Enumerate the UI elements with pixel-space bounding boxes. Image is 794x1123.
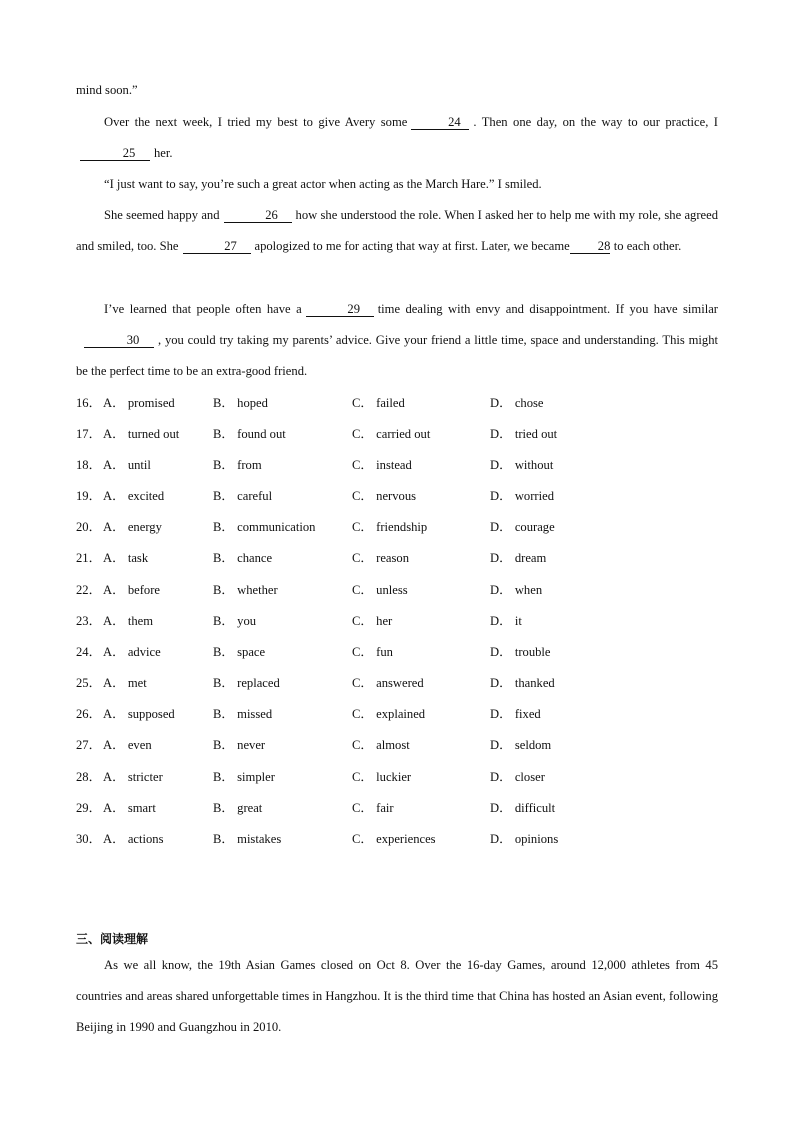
option-b: B． from	[213, 458, 262, 472]
question-number: 22．	[76, 583, 102, 597]
option-c: C． almost	[352, 738, 410, 752]
question-24	[76, 637, 716, 668]
option-b: B． whether	[213, 583, 278, 597]
option-c: C． nervous	[352, 489, 417, 503]
option-a: A． stricter	[103, 770, 163, 784]
option-c: C． answered	[352, 676, 424, 690]
option-d: D． opinions	[490, 832, 559, 846]
blank-26: 26	[224, 208, 292, 223]
option-c: C． explained	[352, 707, 426, 721]
question-27	[76, 730, 716, 761]
passage-text: I’ve learned that people often have a	[104, 302, 302, 316]
option-a: A． promised	[103, 396, 175, 410]
passage-text: “I just want to say, you’re such a great actor when acting as the March Hare.” I smiled.	[104, 177, 542, 191]
option-d: D． fixed	[490, 707, 541, 721]
option-b: B． simpler	[213, 770, 275, 784]
question-16	[76, 388, 716, 419]
option-b: B． mistakes	[213, 832, 282, 846]
passage-paragraph-she-seemed-happy	[76, 200, 718, 262]
option-c: C． failed	[352, 396, 405, 410]
option-b: B． never	[213, 738, 266, 752]
option-d: D． difficult	[490, 801, 556, 815]
option-b: B． replaced	[213, 676, 280, 690]
passage-paragraph-ive-learned	[76, 294, 718, 388]
question-29	[76, 793, 716, 824]
question-number: 30．	[76, 832, 102, 846]
option-a: A． them	[103, 614, 154, 628]
question-number: 26．	[76, 707, 102, 721]
question-17	[76, 419, 716, 450]
question-number: 17．	[76, 427, 102, 441]
option-b: B． missed	[213, 707, 273, 721]
option-a: A． smart	[103, 801, 156, 815]
passage-text: time dealing with envy and disappointment. If you have similar	[377, 302, 719, 316]
option-a: A． supposed	[103, 707, 175, 721]
passage-text: , you could try taking my parents’ advice. Give your friend a little time, space and understanding. This might be the perfect time to be an extra-good friend.	[76, 333, 718, 379]
option-c: C． reason	[352, 551, 410, 565]
option-a: A． even	[103, 738, 152, 752]
question-21	[76, 543, 716, 574]
option-c: C． carried out	[352, 427, 431, 441]
option-a: A． advice	[103, 645, 161, 659]
option-b: B． you	[213, 614, 257, 628]
option-a: A． actions	[103, 832, 164, 846]
passage-text: As we all know, the 19th Asian Games closed on Oct 8. Over the 16-day Games, around 12,000 athletes from 45 countries and areas shared unforgettable times in Hangzhou. It is the third time that China has hosted an Asian event, following Beijing in 1990 and Guangzhou in 2010.	[76, 958, 718, 1035]
passage-text: She seemed happy and	[104, 208, 220, 222]
option-c: C． experiences	[352, 832, 436, 846]
option-c: C． luckier	[352, 770, 412, 784]
passage-text: how she understood the role. When I asked her to help me with my role, she agreed and smiled, too. She	[76, 208, 719, 254]
passage-paragraph-over-the-next-week	[76, 107, 718, 169]
blank-29: 29	[306, 302, 374, 317]
question-number: 21．	[76, 551, 102, 565]
question-number: 16．	[76, 396, 102, 410]
reading-paragraph	[76, 950, 718, 1044]
option-d: D． chose	[490, 396, 544, 410]
passage-line-mind-soon	[76, 75, 718, 106]
option-d: D． it	[490, 614, 522, 628]
option-a: A． excited	[103, 489, 165, 503]
option-c: C． fair	[352, 801, 394, 815]
question-number: 18．	[76, 458, 102, 472]
option-d: D． without	[490, 458, 554, 472]
option-d: D． tried out	[490, 427, 558, 441]
question-23	[76, 606, 716, 637]
option-c: C． her	[352, 614, 393, 628]
question-number: 29．	[76, 801, 102, 815]
option-c: C． fun	[352, 645, 393, 659]
section-heading: 三、阅读理解	[76, 932, 149, 946]
option-a: A． energy	[103, 520, 162, 534]
option-c: C． friendship	[352, 520, 428, 534]
question-30	[76, 824, 716, 855]
question-25	[76, 668, 716, 699]
question-28	[76, 762, 716, 793]
option-d: D． dream	[490, 551, 547, 565]
option-b: B． found out	[213, 427, 286, 441]
option-b: B． great	[213, 801, 263, 815]
question-22	[76, 575, 716, 606]
passage-paragraph-quote	[76, 169, 718, 200]
option-b: B． chance	[213, 551, 273, 565]
option-d: D． thanked	[490, 676, 555, 690]
blank-27: 27	[183, 239, 251, 254]
option-b: B． careful	[213, 489, 273, 503]
question-number: 25．	[76, 676, 102, 690]
question-number: 23．	[76, 614, 102, 628]
question-number: 24．	[76, 645, 102, 659]
option-d: D． closer	[490, 770, 545, 784]
question-number: 28．	[76, 770, 102, 784]
blank-25: 25	[80, 146, 150, 161]
option-d: D． seldom	[490, 738, 552, 752]
passage-text: her.	[154, 146, 173, 161]
passage-text: . Then one day, on the way to our practice, I	[473, 115, 718, 129]
option-d: D． when	[490, 583, 543, 597]
option-a: A． until	[103, 458, 151, 472]
passage-text: apologized to me for acting that way at first. Later, we became	[254, 239, 570, 254]
question-number: 20．	[76, 520, 102, 534]
option-d: D． worried	[490, 489, 555, 503]
blank-30: 30	[84, 333, 154, 348]
question-18	[76, 450, 716, 481]
blank-24: 24	[411, 115, 469, 130]
option-a: A． met	[103, 676, 147, 690]
question-19	[76, 481, 716, 512]
question-number: 27．	[76, 738, 102, 752]
option-a: A． task	[103, 551, 149, 565]
passage-text: Over the next week, I tried my best to give Avery some	[104, 115, 408, 129]
option-b: B． hoped	[213, 396, 268, 410]
option-b: B． communication	[213, 520, 316, 534]
blank-28: 28	[570, 239, 610, 254]
option-d: D． trouble	[490, 645, 551, 659]
question-number: 19．	[76, 489, 102, 503]
option-c: C． instead	[352, 458, 412, 472]
option-a: A． before	[103, 583, 160, 597]
option-c: C． unless	[352, 583, 408, 597]
question-20	[76, 512, 716, 543]
passage-text: to each other.	[613, 239, 682, 254]
option-d: D． courage	[490, 520, 555, 534]
passage-text: mind soon.”	[76, 83, 138, 97]
option-b: B． space	[213, 645, 266, 659]
question-26	[76, 699, 716, 730]
option-a: A． turned out	[103, 427, 180, 441]
